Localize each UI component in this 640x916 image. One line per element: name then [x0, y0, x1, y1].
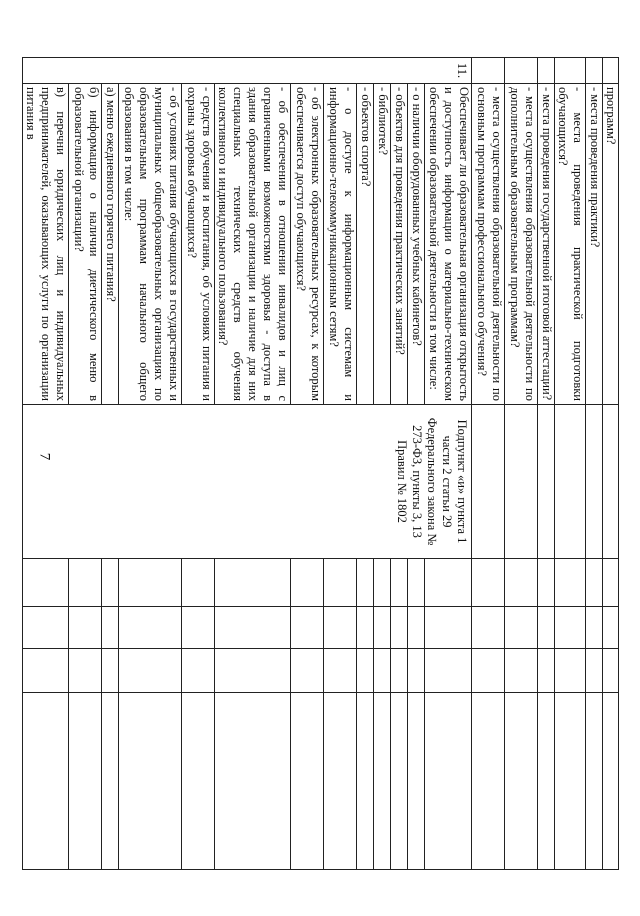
- answer-yes-cell: [291, 559, 324, 607]
- answer-yes-cell: [215, 559, 291, 607]
- legal-basis-cell: Подпункт «и» пункта 1 части 2 статьи 29 Федерального закона № 273-ФЗ, пункты 3, 13 Правил № 1802: [23, 405, 472, 559]
- note-cell: [505, 693, 538, 870]
- answer-yes-cell: [391, 559, 408, 607]
- answer-yes-cell: [119, 559, 182, 607]
- note-cell: [374, 693, 391, 870]
- answer-yes-cell: [472, 559, 505, 607]
- note-cell: [357, 693, 374, 870]
- page-number: 7: [36, 452, 53, 461]
- note-cell: [23, 693, 69, 870]
- answer-na-cell: [586, 649, 603, 693]
- row-number-cell: [586, 58, 603, 84]
- table-row: [425, 58, 472, 870]
- question-cell: программ?: [603, 84, 619, 405]
- answer-yes-cell: [408, 559, 425, 607]
- answer-yes-cell: [324, 559, 357, 607]
- legal-basis-cell: [603, 405, 619, 559]
- answer-no-cell: [291, 607, 324, 649]
- table-row: [603, 58, 619, 870]
- answer-no-cell: [408, 607, 425, 649]
- table-row: [472, 58, 505, 870]
- note-cell: [215, 693, 291, 870]
- question-cell: - места осуществления образовательной деятельности по основным программам профессионального обучения?: [472, 84, 505, 405]
- answer-yes-cell: [102, 559, 119, 607]
- answer-no-cell: [119, 607, 182, 649]
- row-number-cell: [472, 58, 505, 84]
- answer-no-cell: [324, 607, 357, 649]
- note-cell: [324, 693, 357, 870]
- answer-na-cell: [119, 649, 182, 693]
- question-cell: в) перечни юридических лиц и индивидуальных предпринимателей, оказывающих услуги по организации питания в: [23, 84, 69, 405]
- row-number-cell: [555, 58, 586, 84]
- answer-na-cell: [374, 649, 391, 693]
- note-cell: [603, 693, 619, 870]
- legal-basis-cell: [586, 405, 603, 559]
- table-row: [555, 58, 586, 870]
- answer-na-cell: [472, 649, 505, 693]
- answer-no-cell: [538, 607, 555, 649]
- answer-yes-cell: [69, 559, 102, 607]
- legal-basis-cell: [472, 405, 505, 559]
- answer-no-cell: [102, 607, 119, 649]
- answer-yes-cell: [23, 559, 69, 607]
- answer-na-cell: [102, 649, 119, 693]
- answer-na-cell: [182, 649, 215, 693]
- answer-na-cell: [215, 649, 291, 693]
- answer-yes-cell: [182, 559, 215, 607]
- answer-no-cell: [586, 607, 603, 649]
- answer-na-cell: [324, 649, 357, 693]
- note-cell: [119, 693, 182, 870]
- question-cell: - о наличии оборудованных учебных кабинетов?: [408, 84, 425, 405]
- note-cell: [391, 693, 408, 870]
- note-cell: [291, 693, 324, 870]
- answer-no-cell: [182, 607, 215, 649]
- legal-basis-cell: [538, 405, 555, 559]
- note-cell: [538, 693, 555, 870]
- rotated-table-frame: [24, 57, 619, 869]
- answer-no-cell: [391, 607, 408, 649]
- answer-na-cell: [23, 649, 69, 693]
- table-row: [505, 58, 538, 870]
- note-cell: [69, 693, 102, 870]
- note-cell: [555, 693, 586, 870]
- answer-no-cell: [472, 607, 505, 649]
- question-cell: - об условиях питания обучающихся в государственных и муниципальных общеобразовательных организациях по образовательным программам начального общего образования в том числе:: [119, 84, 182, 405]
- answer-yes-cell: [586, 559, 603, 607]
- answer-yes-cell: [555, 559, 586, 607]
- checklist-table: [22, 57, 619, 870]
- answer-no-cell: [425, 607, 472, 649]
- answer-no-cell: [374, 607, 391, 649]
- question-cell: - места осуществления образовательной деятельности по дополнительным образовательным программам?: [505, 84, 538, 405]
- question-cell: - средств обучения и воспитания, об условиях питания и охраны здоровья обучающихся?: [182, 84, 215, 405]
- answer-no-cell: [215, 607, 291, 649]
- legal-basis-cell: [555, 405, 586, 559]
- question-cell: а) меню ежедневного горячего питания?: [102, 84, 119, 405]
- answer-na-cell: [391, 649, 408, 693]
- question-cell: Обеспечивает ли образовательная организация открытость и доступность информации о материально-техническом обеспечении образовательной деятельности в том числе:: [425, 84, 472, 405]
- question-cell: - об электронных образовательных ресурсах, к которым обеспечивается доступ обучающихся?: [291, 84, 324, 405]
- note-cell: [586, 693, 603, 870]
- answer-yes-cell: [425, 559, 472, 607]
- table-row: [538, 58, 555, 870]
- question-cell: - объектов для проведения практических занятий?: [391, 84, 408, 405]
- legal-basis-cell: [505, 405, 538, 559]
- question-cell: - о доступе к информационным системам и информационно-телекоммуникационным сетям?: [324, 84, 357, 405]
- note-cell: [472, 693, 505, 870]
- answer-yes-cell: [538, 559, 555, 607]
- answer-na-cell: [538, 649, 555, 693]
- row-number-cell: [505, 58, 538, 84]
- answer-na-cell: [425, 649, 472, 693]
- answer-na-cell: [291, 649, 324, 693]
- answer-yes-cell: [357, 559, 374, 607]
- answer-no-cell: [357, 607, 374, 649]
- question-cell: б) информацию о наличии диетического меню в образовательной организации?: [69, 84, 102, 405]
- note-cell: [102, 693, 119, 870]
- section-number-cell: 11.: [23, 58, 472, 84]
- answer-yes-cell: [374, 559, 391, 607]
- question-cell: - места проведения практики?: [586, 84, 603, 405]
- note-cell: [425, 693, 472, 870]
- answer-no-cell: [69, 607, 102, 649]
- question-cell: - объектов спорта?: [357, 84, 374, 405]
- answer-no-cell: [23, 607, 69, 649]
- note-cell: [408, 693, 425, 870]
- answer-na-cell: [555, 649, 586, 693]
- answer-no-cell: [555, 607, 586, 649]
- answer-na-cell: [69, 649, 102, 693]
- answer-na-cell: [603, 649, 619, 693]
- answer-na-cell: [357, 649, 374, 693]
- note-cell: [182, 693, 215, 870]
- answer-yes-cell: [603, 559, 619, 607]
- table-row: [586, 58, 603, 870]
- question-cell: - об обеспечении в отношении инвалидов и лиц с ограниченными возможностями здоровья - доступа в здания образовательной организации и наличие для них специальных технических средств обучения коллективного и индивидуального пользования?: [215, 84, 291, 405]
- answer-na-cell: [408, 649, 425, 693]
- question-cell: - библиотек?: [374, 84, 391, 405]
- answer-na-cell: [505, 649, 538, 693]
- answer-no-cell: [603, 607, 619, 649]
- answer-yes-cell: [505, 559, 538, 607]
- answer-no-cell: [505, 607, 538, 649]
- row-number-cell: [538, 58, 555, 84]
- question-cell: - места проведения государственной итоговой аттестации?: [538, 84, 555, 405]
- question-cell: - места проведения практической подготовки обучающихся?: [555, 84, 586, 405]
- row-number-cell: [603, 58, 619, 84]
